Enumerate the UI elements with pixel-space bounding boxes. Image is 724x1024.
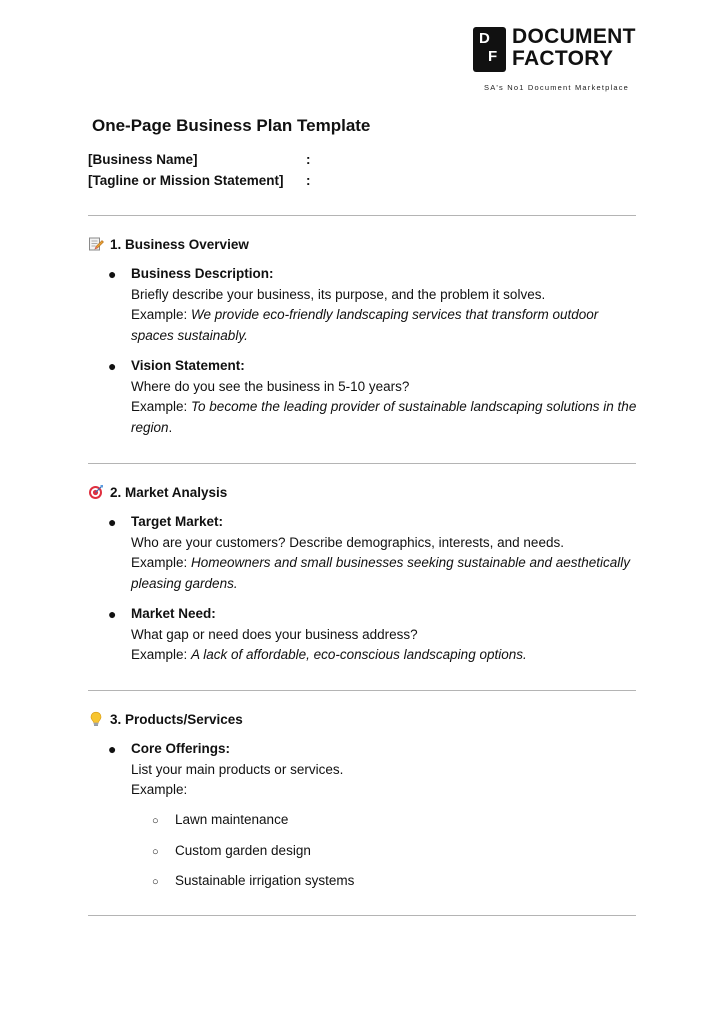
item-heading: Core Offerings: bbox=[131, 741, 231, 756]
tagline-field: [Tagline or Mission Statement] bbox=[88, 173, 284, 188]
offering-item: Custom garden design bbox=[175, 843, 311, 858]
example-text: We provide eco-friendly landscaping services that transform outdoor spaces sustainably. bbox=[131, 307, 599, 343]
logo-wordmark bbox=[512, 26, 636, 70]
example-label: Example: bbox=[131, 555, 192, 570]
example-text: A lack of affordable, eco-conscious landscaping options. bbox=[191, 647, 527, 662]
example-text: Homeowners and small businesses seeking sustainable and aesthetically pleasing gardens. bbox=[131, 555, 631, 591]
example-text: To become the leading provider of sustainable landscaping solutions in the region bbox=[131, 399, 637, 435]
sub-bullet: ○ bbox=[152, 876, 159, 888]
section-heading-text: 2. Market Analysis bbox=[110, 485, 228, 500]
section-heading-text: 3. Products/Services bbox=[110, 712, 243, 727]
example-label: Example: bbox=[131, 399, 192, 414]
item-example bbox=[131, 305, 641, 346]
logo-line-2: FACTORY bbox=[512, 47, 614, 70]
bullet: ● bbox=[108, 741, 117, 757]
bullet: ● bbox=[108, 266, 117, 282]
list-item-core-offerings bbox=[131, 739, 641, 801]
logo-mark-letter-d: D bbox=[479, 30, 490, 47]
business-name-colon: : bbox=[306, 152, 311, 167]
list-item-target-market bbox=[131, 512, 641, 594]
item-example-label: Example: bbox=[131, 782, 188, 797]
item-example bbox=[131, 645, 641, 666]
divider bbox=[88, 690, 636, 691]
section-heading-market-analysis bbox=[88, 484, 227, 500]
document-factory-logo bbox=[473, 26, 648, 96]
sub-bullet: ○ bbox=[152, 846, 159, 858]
list-item-market-need bbox=[131, 604, 641, 666]
item-heading: Business Description: bbox=[131, 266, 274, 281]
divider bbox=[88, 463, 636, 464]
item-example bbox=[131, 553, 641, 594]
section-heading-business-overview bbox=[88, 236, 249, 252]
item-heading: Market Need: bbox=[131, 606, 216, 621]
list-item-business-description bbox=[131, 264, 641, 346]
example-label: Example: bbox=[131, 307, 192, 322]
bullet: ● bbox=[108, 606, 117, 622]
divider bbox=[88, 215, 636, 216]
page-title: One-Page Business Plan Template bbox=[92, 116, 371, 135]
offering-item: Sustainable irrigation systems bbox=[175, 873, 355, 888]
example-label: Example: bbox=[131, 647, 192, 662]
target-dart-icon bbox=[88, 484, 104, 500]
tagline-colon: : bbox=[306, 173, 311, 188]
item-example bbox=[131, 397, 641, 438]
logo-tagline: SA's No1 Document Marketplace bbox=[484, 83, 630, 92]
light-bulb-icon bbox=[88, 711, 104, 727]
divider bbox=[88, 915, 636, 916]
item-description: Where do you see the business in 5-10 years? bbox=[131, 378, 410, 394]
section-heading-products-services bbox=[88, 711, 243, 727]
offering-item: Lawn maintenance bbox=[175, 812, 289, 827]
item-heading: Vision Statement: bbox=[131, 358, 245, 373]
item-description: Who are your customers? Describe demographics, interests, and needs. bbox=[131, 534, 564, 550]
item-description: Briefly describe your business, its purpose, and the problem it solves. bbox=[131, 286, 546, 302]
section-heading-text: 1. Business Overview bbox=[110, 237, 249, 252]
item-description: List your main products or services. bbox=[131, 761, 344, 777]
item-description: What gap or need does your business address? bbox=[131, 626, 418, 642]
bullet: ● bbox=[108, 358, 117, 374]
list-item-vision-statement bbox=[131, 356, 641, 438]
sub-bullet: ○ bbox=[152, 815, 159, 827]
item-heading: Target Market: bbox=[131, 514, 224, 529]
logo-line-1: DOCUMENT bbox=[512, 25, 636, 48]
business-name-field: [Business Name] bbox=[88, 152, 198, 167]
example-suffix: . bbox=[168, 419, 173, 435]
df-logo-mark bbox=[473, 27, 506, 72]
bullet: ● bbox=[108, 514, 117, 530]
logo-mark-letter-f: F bbox=[488, 48, 498, 65]
memo-pencil-icon bbox=[88, 236, 104, 252]
